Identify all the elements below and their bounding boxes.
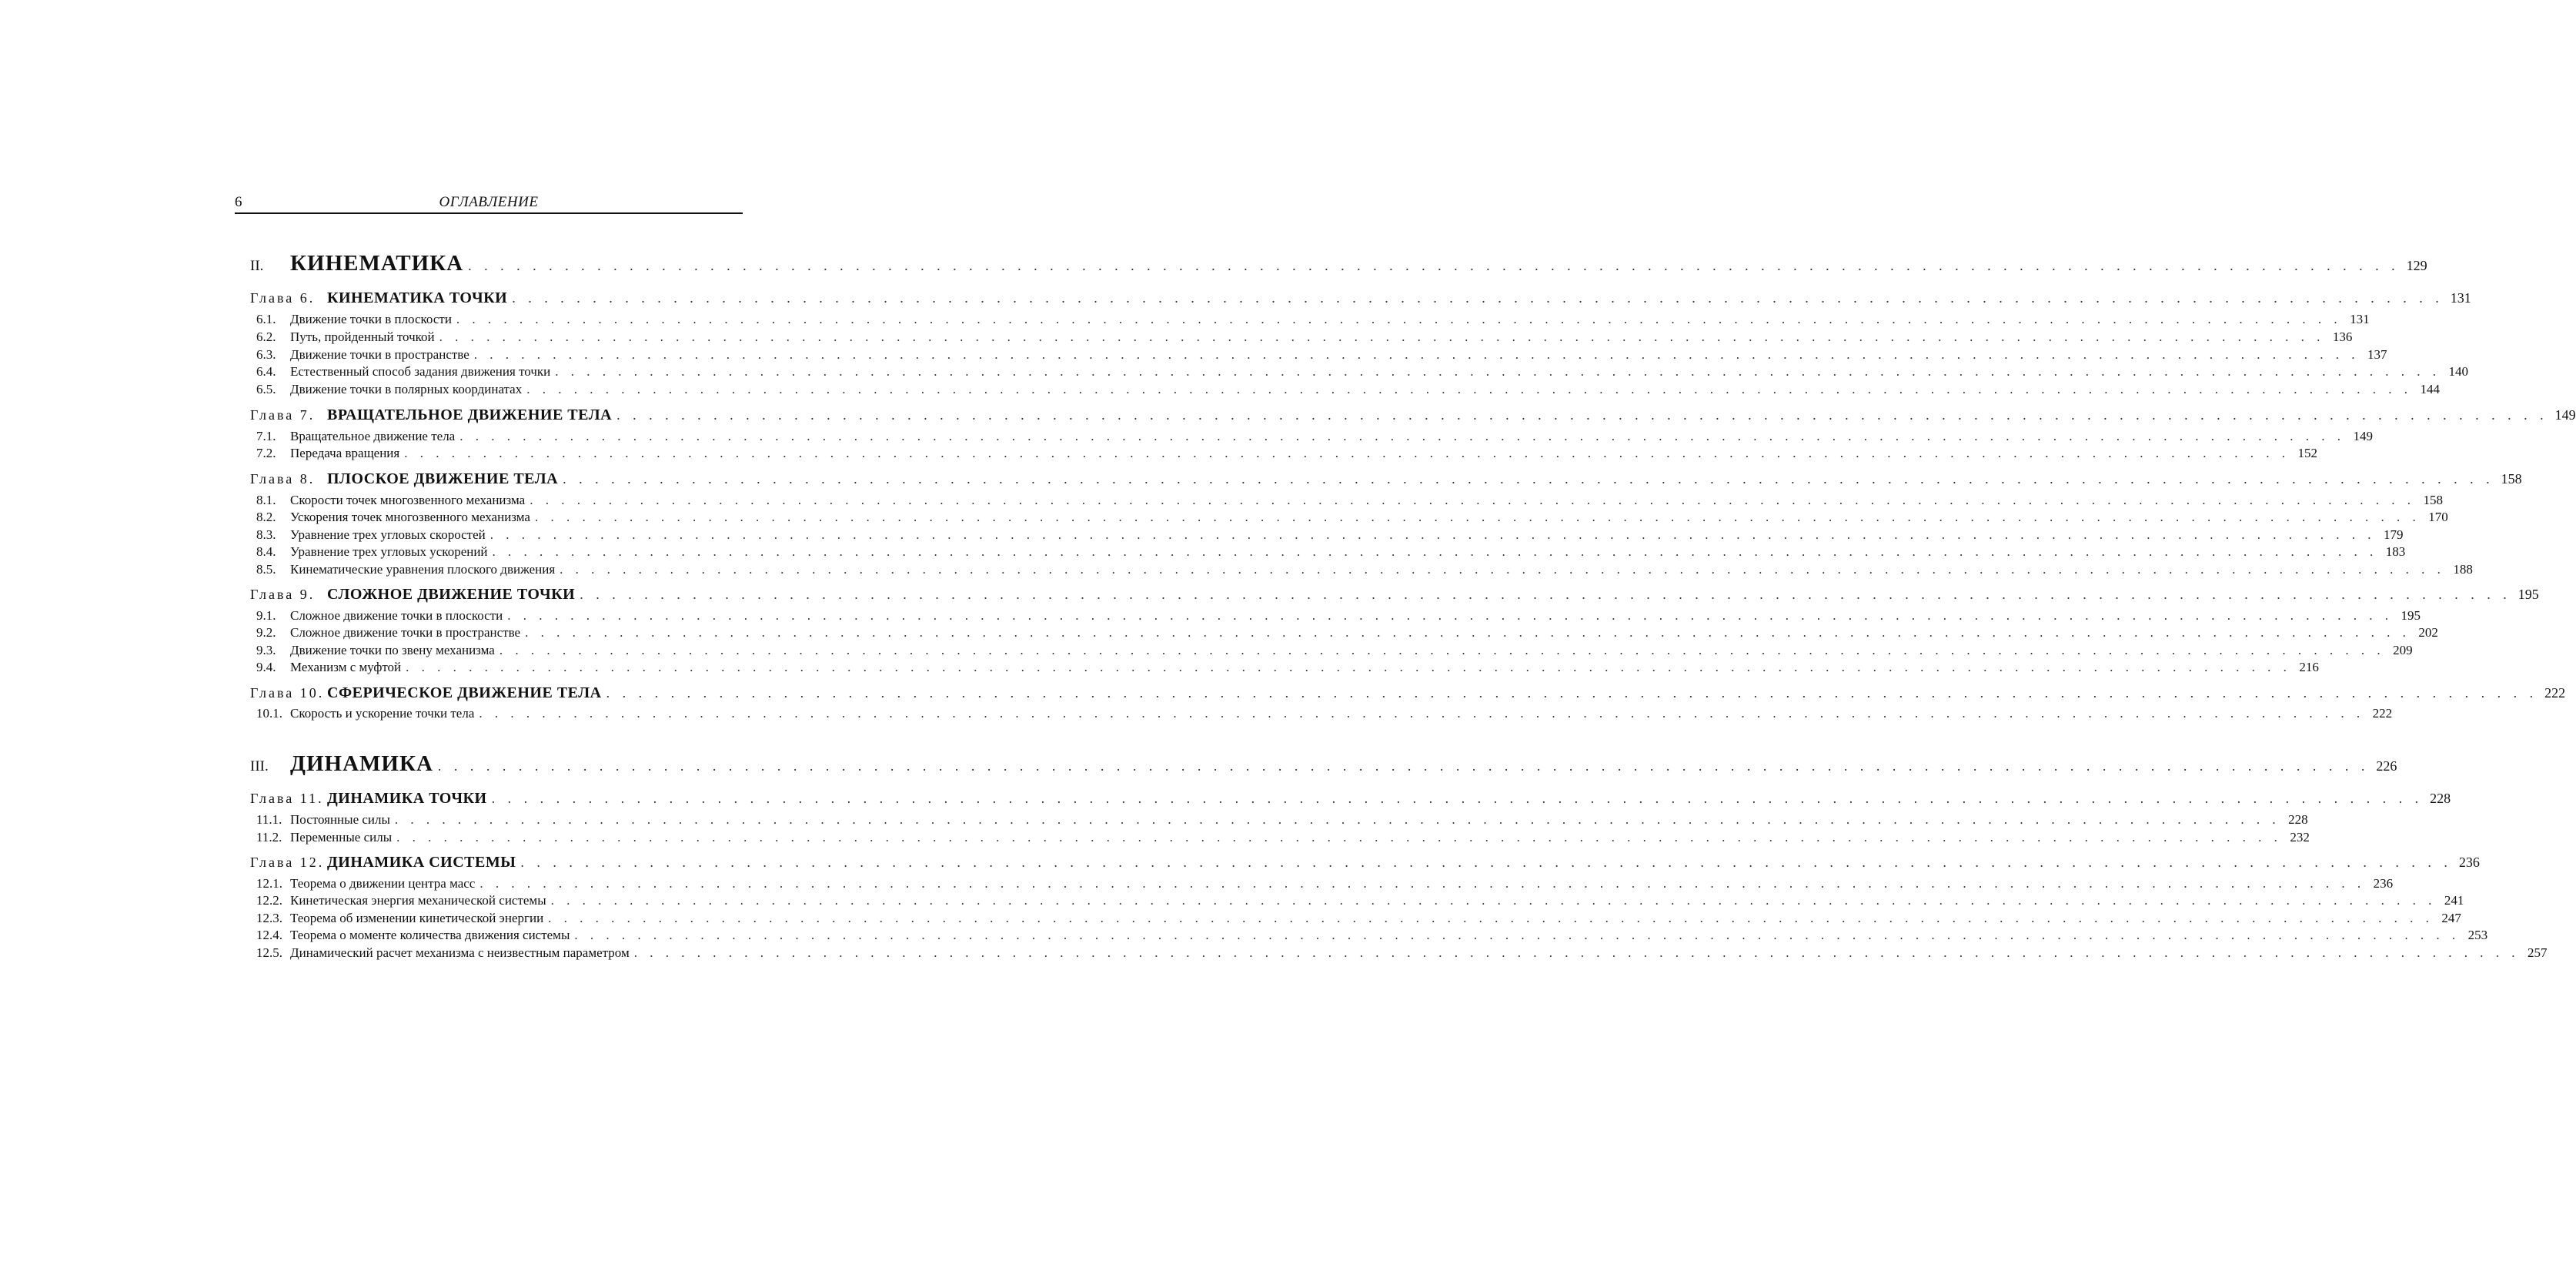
dot-leader: . . . . . . . . . . . . . . . . . . . . . . . . . . . . . . . . . . . . . . . . . . . . . . . . . . . . . . . . . . . . . . . . . . . . . . . . . . . . . . . . . . . . . . . . . . . . . . . . . . . . . . . . . . . . . . . . . . . . . . . .	[439, 329, 2325, 344]
toc-entry-title: Путь, пройденный точкой	[290, 329, 435, 344]
toc-entry-title: Теорема о движении центра масс	[290, 876, 476, 891]
toc-entry-title: Ускорения точек многозвенного механизма	[290, 510, 530, 524]
page-number: 6	[235, 194, 242, 210]
toc-page-number: 158	[2501, 471, 2522, 487]
dot-leader: . . . . . . . . . . . . . . . . . . . . . . . . . . . . . . . . . . . . . . . . . . . . . . . . . . . . . . . . . . . . . . . . . . . . . . . . . . . . . . . . . . . . . . . . . . . . . . . . . . . . . . . . . . . . . . . . . . . . . . . .	[394, 812, 2280, 827]
toc-section-row	[250, 446, 2317, 461]
dot-leader: . . . . . . . . . . . . . . . . . . . . . . . . . . . . . . . . . . . . . . . . . . . . . . . . . . . . . . . . . . . . . . . . . . . . . . . . . . . . . . . . . . . . . . . . . . . . . . . . . . . . . . . . . . . . . . . . . . . . . . . .	[479, 876, 2366, 891]
toc-entry-number: 6.3.	[256, 347, 276, 362]
dot-leader: . . . . . . . . . . . . . . . . . . . . . . . . . . . . . . . . . . . . . . . . . . . . . . . . . . . . . . . . . . . . . . . . . . . . . . . . . . . . . . . . . . . . . . . . . . . . . . . . . . . . . . . . . . . . . . . . . . . . . . . .	[574, 928, 2461, 942]
toc-section-row	[250, 660, 2319, 675]
dot-leader: . . . . . . . . . . . . . . . . . . . . . . . . . . . . . . . . . . . . . . . . . . . . . . . . . . . . . . . . . . . . . . . . . . . . . . . . . . . . . . . . . . . . . . . . . . . . . . . . . . . . . . . . . . . . . . . . . . . . . . . .	[560, 562, 2445, 577]
toc-page-number: 209	[2393, 643, 2413, 657]
dot-leader: . . . . . . . . . . . . . . . . . . . . . . . . . . . . . . . . . . . . . . . . . . . . . . . . . . . . . . . . . . . . . . . . . . . . . . . . . . . . . . . . . . . . . . . . . . . . . . . . . . . . . . . . . . . . . . . . . . . . . . . .	[580, 587, 2511, 602]
toc-section-row	[250, 382, 2440, 397]
toc-entry-title: КИНЕМАТИКА ТОЧКИ	[327, 289, 508, 306]
toc-page-number: 129	[2406, 258, 2427, 273]
toc-entry-number: 12.3.	[256, 911, 282, 925]
dot-leader: . . . . . . . . . . . . . . . . . . . . . . . . . . . . . . . . . . . . . . . . . . . . . . . . . . . . . . . . . . . . . . . . . . . . . . . . . . . . . . . . . . . . . . . . . . . . . . . . . . . . . . . . . . . . . . . . . . . . . . . .	[520, 855, 2452, 870]
toc-section-row	[250, 329, 2353, 345]
toc-page-number: 140	[2448, 364, 2468, 379]
toc-section-row	[250, 527, 2404, 543]
toc-entry-title: Движение точки в плоскости	[290, 312, 452, 326]
toc-entry-title: Движение точки в полярных координатах	[290, 382, 523, 396]
toc-entry-title: Постоянные силы	[290, 812, 390, 827]
toc-entry-title: Кинематические уравнения плоского движения	[290, 562, 556, 577]
toc-entry-title: Передача вращения	[290, 446, 400, 460]
dot-leader: . . . . . . . . . . . . . . . . . . . . . . . . . . . . . . . . . . . . . . . . . . . . . . . . . . . . . . . . . . . . . . . . . . . . . . . . . . . . . . . . . . . . . . . . . . . . . . . . . . . . . . . . . . . . . . . . . . . . . . . .	[459, 429, 2345, 443]
toc-entry-number: Глава 11.	[250, 791, 324, 806]
toc-section-row	[250, 544, 2406, 560]
toc-entry-number: 6.4.	[256, 364, 276, 379]
toc-page-number: 222	[2544, 685, 2566, 701]
toc-entry-number: 8.4.	[256, 544, 276, 559]
toc-chapter-row	[250, 586, 2539, 604]
toc-page-number: 137	[2367, 347, 2387, 362]
toc-entry-title: СФЕРИЧЕСКОЕ ДВИЖЕНИЕ ТЕЛА	[327, 684, 602, 701]
toc-entry-number: Глава 9.	[250, 587, 316, 602]
toc-entry-number: 10.1.	[256, 706, 282, 721]
toc-page-number: 131	[2350, 312, 2370, 326]
toc-section-row	[250, 312, 2370, 327]
toc-entry-number: 12.5.	[256, 945, 282, 960]
toc-entry-title: Вращательное движение тела	[290, 429, 456, 443]
toc-section-row	[250, 608, 2421, 624]
toc-page-number: 152	[2297, 446, 2317, 460]
toc-section-row	[250, 911, 2461, 926]
toc-entry-number: Глава 7.	[250, 407, 316, 423]
toc-entry-title: Движение точки в пространстве	[290, 347, 469, 362]
toc-page-number: 170	[2428, 510, 2448, 524]
toc-page-number: 247	[2441, 911, 2461, 925]
toc-entry-title: Движение точки по звену механизма	[290, 643, 495, 657]
toc-entry-number: Глава 12.	[250, 855, 325, 870]
toc-entry-title: ДИНАМИКА	[290, 751, 433, 776]
page-header	[235, 192, 743, 214]
toc-entry-number: 9.3.	[256, 643, 276, 657]
toc-entry-number: 8.2.	[256, 510, 276, 524]
dot-leader: . . . . . . . . . . . . . . . . . . . . . . . . . . . . . . . . . . . . . . . . . . . . . . . . . . . . . . . . . . . . . . . . . . . . . . . . . . . . . . . . . . . . . . . . . . . . . . . . . . . . . . . . . . . . . . . . . . . . . . . .	[499, 643, 2385, 657]
toc-entry-number: 6.2.	[256, 329, 276, 344]
toc-section-row	[250, 429, 2373, 444]
dot-leader: . . . . . . . . . . . . . . . . . . . . . . . . . . . . . . . . . . . . . . . . . . . . . . . . . . . . . . . . . . . . . . . . . . . . . . . . . . . . . . . . . . . . . . . . . . . . . . . . . . . . . . . . . . . . . . . . . . . . . . . .	[489, 527, 2376, 542]
dot-leader: . . . . . . . . . . . . . . . . . . . . . . . . . . . . . . . . . . . . . . . . . . . . . . . . . . . . . . . . . . . . . . . . . . . . . . . . . . . . . . . . . . . . . . . . . . . . . . . . . . . . . . . . . . . . . . . . . . . . . . . .	[548, 911, 2434, 925]
toc-section-row	[250, 945, 2548, 961]
toc-page-number: 131	[2450, 290, 2471, 306]
dot-leader: . . . . . . . . . . . . . . . . . . . . . . . . . . . . . . . . . . . . . . . . . . . . . . . . . . . . . . . . . . . . . . . . . . . . . . . . . . . . . . . . . . . . . . . . . . . . . . . . . . . . . . . . . . . . . . . . . . . . . . . .	[468, 258, 2400, 273]
dot-leader: . . . . . . . . . . . . . . . . . . . . . . . . . . . . . . . . . . . . . . . . . . . . . . . . . . . . . . . . . . . . . . . . . . . . . . . . . . . . . . . . . . . . . . . . . . . . . . . . . . . . . . . . . . . . . . . . . . . . . . . .	[555, 364, 2441, 379]
toc-entry-title: ВРАЩАТЕЛЬНОЕ ДВИЖЕНИЕ ТЕЛА	[327, 406, 613, 423]
toc-page-number: 228	[2430, 791, 2451, 806]
toc-entry-number: 9.4.	[256, 660, 276, 674]
toc-section-row	[250, 510, 2448, 525]
toc-entry-number: 9.2.	[256, 625, 276, 640]
toc-entry-number: 8.1.	[256, 493, 276, 507]
toc-entry-title: Уравнение трех угловых скоростей	[290, 527, 486, 542]
toc-entry-number: 12.1.	[256, 876, 282, 891]
toc-page-number: 253	[2467, 928, 2488, 942]
toc-section-row	[250, 812, 2308, 828]
toc-entry-number: 9.1.	[256, 608, 276, 623]
running-title: ОГЛАВЛЕНИЕ	[439, 194, 539, 210]
toc-page-number: 226	[2376, 758, 2397, 774]
toc-page-number: 149	[2554, 407, 2576, 423]
toc-entry-number: 7.2.	[256, 446, 276, 460]
toc-entry-number: 6.5.	[256, 382, 276, 396]
dot-leader: . . . . . . . . . . . . . . . . . . . . . . . . . . . . . . . . . . . . . . . . . . . . . . . . . . . . . . . . . . . . . . . . . . . . . . . . . . . . . . . . . . . . . . . . . . . . . . . . . . . . . . . . . . . . . . . . . . . . . . . .	[633, 945, 2520, 960]
toc-chapter-row	[250, 854, 2480, 871]
dot-leader: . . . . . . . . . . . . . . . . . . . . . . . . . . . . . . . . . . . . . . . . . . . . . . . . . . . . . . . . . . . . . . . . . . . . . . . . . . . . . . . . . . . . . . . . . . . . . . . . . . . . . . . . . . . . . . . . . . . . . . . .	[473, 347, 2360, 362]
toc-entry-title: СЛОЖНОЕ ДВИЖЕНИЕ ТОЧКИ	[327, 586, 576, 603]
toc-entry-number: III.	[250, 758, 269, 774]
toc-page-number: 144	[2420, 382, 2440, 396]
dot-leader: . . . . . . . . . . . . . . . . . . . . . . . . . . . . . . . . . . . . . . . . . . . . . . . . . . . . . . . . . . . . . . . . . . . . . . . . . . . . . . . . . . . . . . . . . . . . . . . . . . . . . . . . . . . . . . . . . . . . . . . .	[396, 830, 2282, 845]
toc-page-number: 216	[2299, 660, 2319, 674]
toc-page-number: 236	[2458, 855, 2480, 870]
toc-entry-title: Теорема об изменении кинетической энергии	[290, 911, 544, 925]
toc-section-row	[250, 893, 2464, 908]
toc-page-number: 158	[2423, 493, 2443, 507]
toc-entry-title: Сложное движение точки в пространстве	[290, 625, 521, 640]
toc-chapter-row	[250, 289, 2471, 307]
toc-section-row	[250, 364, 2468, 380]
toc-page-number: 228	[2288, 812, 2308, 827]
toc-section-row	[250, 876, 2394, 891]
toc-chapter-row	[250, 684, 2566, 702]
toc-entry-title: ДИНАМИКА СИСТЕМЫ	[327, 854, 516, 871]
dot-leader: . . . . . . . . . . . . . . . . . . . . . . . . . . . . . . . . . . . . . . . . . . . . . . . . . . . . . . . . . . . . . . . . . . . . . . . . . . . . . . . . . . . . . . . . . . . . . . . . . . . . . . . . . . . . . . . . . . . . . . . .	[563, 471, 2494, 487]
dot-leader: . . . . . . . . . . . . . . . . . . . . . . . . . . . . . . . . . . . . . . . . . . . . . . . . . . . . . . . . . . . . . . . . . . . . . . . . . . . . . . . . . . . . . . . . . . . . . . . . . . . . . . . . . . . . . . . . . . . . . . . .	[530, 493, 2415, 507]
dot-leader: . . . . . . . . . . . . . . . . . . . . . . . . . . . . . . . . . . . . . . . . . . . . . . . . . . . . . . . . . . . . . . . . . . . . . . . . . . . . . . . . . . . . . . . . . . . . . . . . . . . . . . . . . . . . . . . . . . . . . . . .	[404, 446, 2290, 460]
toc-entry-title: Уравнение трех угловых ускорений	[290, 544, 488, 559]
dot-leader: . . . . . . . . . . . . . . . . . . . . . . . . . . . . . . . . . . . . . . . . . . . . . . . . . . . . . . . . . . . . . . . . . . . . . . . . . . . . . . . . . . . . . . . . . . . . . . . . . . . . . . . . . . . . . . . . . . . . . . . .	[456, 312, 2342, 326]
toc-section-row	[250, 562, 2473, 577]
toc-entry-title: Сложное движение точки в плоскости	[290, 608, 503, 623]
dot-leader: . . . . . . . . . . . . . . . . . . . . . . . . . . . . . . . . . . . . . . . . . . . . . . . . . . . . . . . . . . . . . . . . . . . . . . . . . . . . . . . . . . . . . . . . . . . . . . . . . . . . . . . . . . . . . . . . . . . . . . . .	[534, 510, 2421, 524]
toc-entry-number: 8.5.	[256, 562, 276, 577]
toc-section-row	[250, 347, 2387, 363]
toc-page-number: 257	[2527, 945, 2548, 960]
toc-entry-title: Переменные силы	[290, 830, 393, 845]
toc-entry-number: 8.3.	[256, 527, 276, 542]
toc-page-number: 136	[2332, 329, 2353, 344]
dot-leader: . . . . . . . . . . . . . . . . . . . . . . . . . . . . . . . . . . . . . . . . . . . . . . . . . . . . . . . . . . . . . . . . . . . . . . . . . . . . . . . . . . . . . . . . . . . . . . . . . . . . . . . . . . . . . . . . . . . . . . . .	[507, 608, 2393, 623]
toc-entry-title: Механизм с муфтой	[290, 660, 402, 674]
dot-leader: . . . . . . . . . . . . . . . . . . . . . . . . . . . . . . . . . . . . . . . . . . . . . . . . . . . . . . . . . . . . . . . . . . . . . . . . . . . . . . . . . . . . . . . . . . . . . . . . . . . . . . . . . . . . . . . . . . . . . . . .	[479, 706, 2365, 721]
toc-section-row	[250, 928, 2488, 943]
toc-entry-number: Глава 8.	[250, 471, 316, 487]
toc-page-number: 236	[2373, 876, 2394, 891]
toc-section-row	[250, 493, 2443, 508]
toc-entry-number: 6.1.	[256, 312, 276, 326]
toc-page-number: 179	[2383, 527, 2404, 542]
dot-leader: . . . . . . . . . . . . . . . . . . . . . . . . . . . . . . . . . . . . . . . . . . . . . . . . . . . . . . . . . . . . . . . . . . . . . . . . . . . . . . . . . . . . . . . . . . . . . . . . . . . . . . . . . . . . . . . . . . . . . . . .	[492, 544, 2378, 559]
toc-section-row	[250, 706, 2393, 721]
toc-entry-title: ПЛОСКОЕ ДВИЖЕНИЕ ТЕЛА	[327, 470, 559, 487]
toc-entry-number: 12.4.	[256, 928, 282, 942]
dot-leader: . . . . . . . . . . . . . . . . . . . . . . . . . . . . . . . . . . . . . . . . . . . . . . . . . . . . . . . . . . . . . . . . . . . . . . . . . . . . . . . . . . . . . . . . . . . . . . . . . . . . . . . . . . . . . . . . . . . . . . . .	[437, 758, 2370, 774]
toc-entry-number: Глава 10.	[250, 685, 325, 701]
toc-page-number: 183	[2385, 544, 2406, 559]
dot-leader: . . . . . . . . . . . . . . . . . . . . . . . . . . . . . . . . . . . . . . . . . . . . . . . . . . . . . . . . . . . . . . . . . . . . . . . . . . . . . . . . . . . . . . . . . . . . . . . . . . . . . . . . . . . . . . . . . . . . . . . .	[606, 685, 2538, 701]
toc-section-row	[250, 643, 2413, 658]
toc-page-number: 202	[2418, 625, 2438, 640]
toc-entry-number: 11.2.	[256, 830, 282, 845]
toc-entry-number: 7.1.	[256, 429, 276, 443]
toc-entry-number: II.	[250, 258, 264, 274]
toc-entry-title: Теорема о моменте количества движения системы	[290, 928, 570, 942]
toc-entry-title: Кинетическая энергия механической системы	[290, 893, 546, 908]
toc-chapter-row	[250, 790, 2451, 808]
dot-leader: . . . . . . . . . . . . . . . . . . . . . . . . . . . . . . . . . . . . . . . . . . . . . . . . . . . . . . . . . . . . . . . . . . . . . . . . . . . . . . . . . . . . . . . . . . . . . . . . . . . . . . . . . . . . . . . . . . . . . . . .	[512, 290, 2444, 306]
toc-section-row	[250, 830, 2310, 845]
dot-leader: . . . . . . . . . . . . . . . . . . . . . . . . . . . . . . . . . . . . . . . . . . . . . . . . . . . . . . . . . . . . . . . . . . . . . . . . . . . . . . . . . . . . . . . . . . . . . . . . . . . . . . . . . . . . . . . . . . . . . . . .	[525, 625, 2411, 640]
toc-part-row	[250, 251, 2427, 276]
toc-page-number: 195	[2401, 608, 2421, 623]
dot-leader: . . . . . . . . . . . . . . . . . . . . . . . . . . . . . . . . . . . . . . . . . . . . . . . . . . . . . . . . . . . . . . . . . . . . . . . . . . . . . . . . . . . . . . . . . . . . . . . . . . . . . . . . . . . . . . . . . . . . . . . .	[550, 893, 2437, 908]
toc-entry-title: ДИНАМИКА ТОЧКИ	[327, 790, 487, 807]
toc-chapter-row	[250, 470, 2522, 488]
toc-entry-number: 11.1.	[256, 812, 282, 827]
toc-page-number: 222	[2372, 706, 2393, 721]
dot-leader: . . . . . . . . . . . . . . . . . . . . . . . . . . . . . . . . . . . . . . . . . . . . . . . . . . . . . . . . . . . . . . . . . . . . . . . . . . . . . . . . . . . . . . . . . . . . . . . . . . . . . . . . . . . . . . . . . . . . . . . .	[616, 407, 2548, 423]
dot-leader: . . . . . . . . . . . . . . . . . . . . . . . . . . . . . . . . . . . . . . . . . . . . . . . . . . . . . . . . . . . . . . . . . . . . . . . . . . . . . . . . . . . . . . . . . . . . . . . . . . . . . . . . . . . . . . . . . . . . . . . .	[406, 660, 2291, 674]
toc-entry-title: Скорость и ускорение точки тела	[290, 706, 475, 721]
toc-part-row	[250, 751, 2397, 777]
toc-page-number: 149	[2353, 429, 2373, 443]
dot-leader: . . . . . . . . . . . . . . . . . . . . . . . . . . . . . . . . . . . . . . . . . . . . . . . . . . . . . . . . . . . . . . . . . . . . . . . . . . . . . . . . . . . . . . . . . . . . . . . . . . . . . . . . . . . . . . . . . . . . . . . .	[491, 791, 2424, 806]
toc-page-number: 188	[2453, 562, 2473, 577]
toc-entry-number: Глава 6.	[250, 290, 316, 306]
toc-entry-title: Скорости точек многозвенного механизма	[290, 493, 526, 507]
toc-chapter-row	[250, 406, 2576, 424]
dot-leader: . . . . . . . . . . . . . . . . . . . . . . . . . . . . . . . . . . . . . . . . . . . . . . . . . . . . . . . . . . . . . . . . . . . . . . . . . . . . . . . . . . . . . . . . . . . . . . . . . . . . . . . . . . . . . . . . . . . . . . . .	[526, 382, 2412, 396]
toc-page-number: 241	[2444, 893, 2464, 908]
toc-section-row	[250, 625, 2438, 641]
toc-entry-title: КИНЕМАТИКА	[290, 251, 464, 276]
toc-entry-title: Естественный способ задания движения точки	[290, 364, 551, 379]
toc-page-number: 195	[2518, 587, 2539, 602]
toc-entry-number: 12.2.	[256, 893, 282, 908]
toc-page-number: 232	[2290, 830, 2310, 845]
toc-entry-title: Динамический расчет механизма с неизвестным параметром	[290, 945, 630, 960]
